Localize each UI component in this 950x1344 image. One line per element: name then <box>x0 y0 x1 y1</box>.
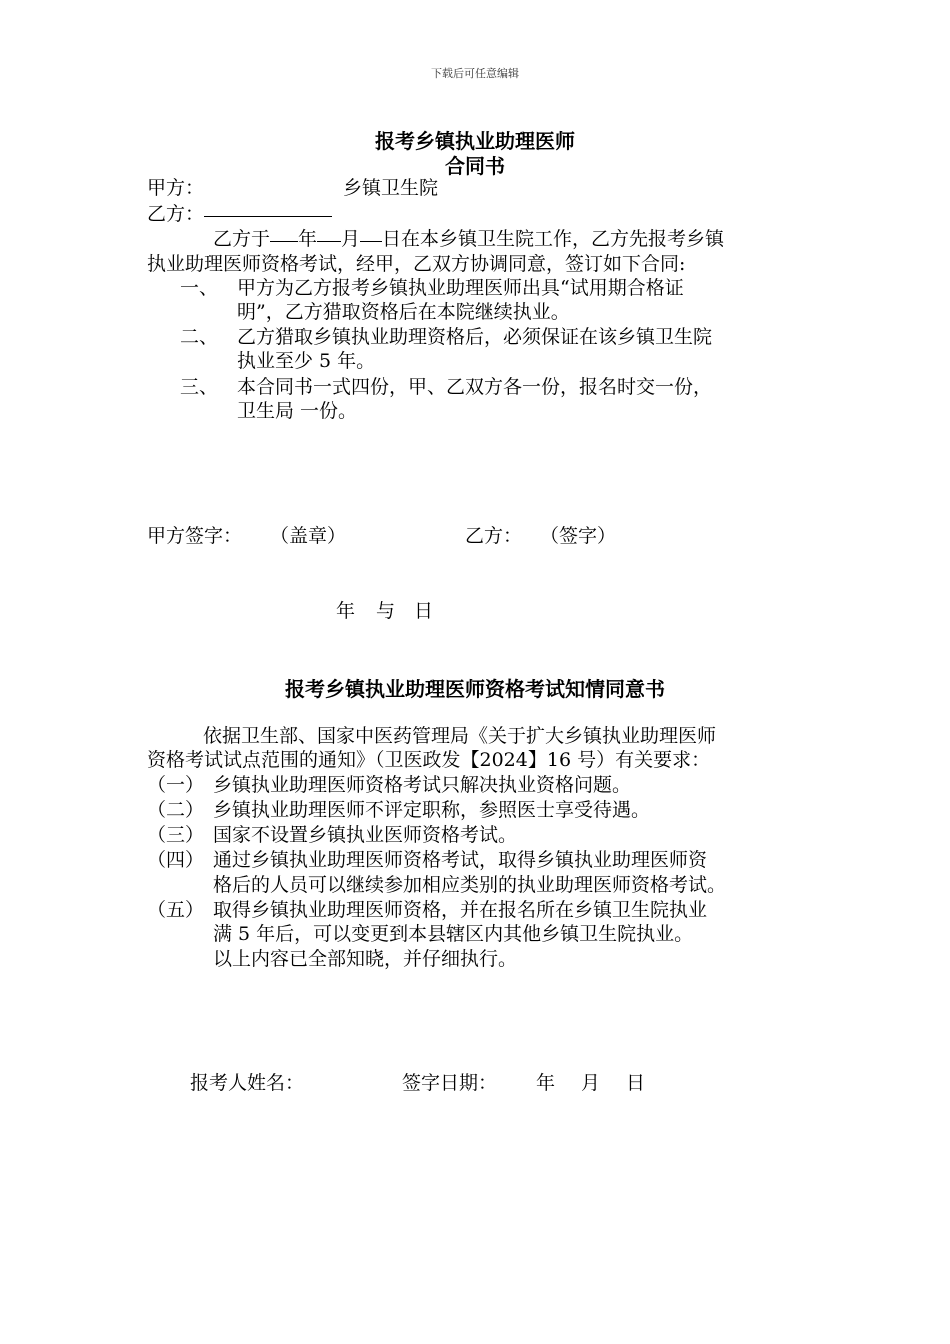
contract-intro-line2: 执业助理医师资格考试，经甲，乙双方协调同意，签订如下合同: <box>147 253 686 275</box>
contract-item-line: 本合同书一式四份，甲、乙双方各一份，报名时交一份， <box>237 376 713 398</box>
party-b-label: 乙方： <box>147 203 205 225</box>
sign-b-label: 乙方： <box>465 525 523 547</box>
consent-item-num: （二） <box>147 799 205 821</box>
consent-item-line: 通过乡镇执业助理医师资格考试，取得乡镇执业助理医师资 <box>213 849 708 871</box>
sign-date-label: 签字日期： <box>402 1072 498 1094</box>
consent-item-line: 满 5 年后，可以变更到本县辖区内其他乡镇卫生院执业。 <box>213 923 694 945</box>
party-b-row <box>147 202 812 226</box>
sign-a-label: 甲方签字： <box>147 525 243 547</box>
consent-item-line: 乡镇执业助理医师资格考试只解决执业资格问题。 <box>213 774 632 796</box>
party-a-label: 甲方： <box>147 177 205 199</box>
consent-item-num: （一） <box>147 774 205 796</box>
party-a-value: 乡镇卫生院 <box>343 177 439 199</box>
consent-intro-line2: 资格考试试点范围的通知》（卫医政发【2024】16 号）有关要求： <box>147 749 711 771</box>
consent-item-line: 取得乡镇执业助理医师资格，并在报名所在乡镇卫生院执业 <box>213 899 708 921</box>
contract-item-num: 一、 <box>180 277 219 299</box>
intro-text-2: 年 <box>298 228 318 250</box>
year-blank <box>270 239 298 242</box>
contract-item-line: 甲方为乙方报考乡镇执业助理医师出具“试用期合格证 <box>237 277 684 299</box>
day-blank <box>360 239 382 242</box>
consent-item-num: （五） <box>147 899 205 921</box>
intro-text-3: 月 <box>341 228 361 250</box>
consent-item-num: （四） <box>147 849 205 871</box>
sign-date-month: 月 <box>581 1072 601 1094</box>
consent-intro-line1: 依据卫生部、国家中医药管理局《关于扩大乡镇执业助理医师 <box>203 725 717 747</box>
contract-title-line2: 合同书 <box>445 154 505 178</box>
contract-date-mid: 与 <box>376 600 396 622</box>
page-header-note: 下载后可任意编辑 <box>431 67 519 80</box>
intro-text-1: 乙方于 <box>213 228 271 250</box>
consent-item-line: 格后的人员可以继续参加相应类别的执业助理医师资格考试。 <box>213 874 727 896</box>
contract-date-day: 日 <box>414 600 434 622</box>
consent-item-line: 乡镇执业助理医师不评定职称，参照医士享受待遇。 <box>213 799 651 821</box>
consent-item-line: 国家不设置乡镇执业医师资格考试。 <box>213 824 518 846</box>
contract-intro-line1 <box>213 227 878 251</box>
month-blank <box>317 239 341 242</box>
contract-item-num: 二、 <box>180 326 219 348</box>
contract-item-line: 执业至少 5 年。 <box>237 350 376 372</box>
sign-date-day: 日 <box>626 1072 646 1094</box>
contract-date-year: 年 <box>336 600 356 622</box>
contract-item-line: 卫生局 一份。 <box>237 400 358 422</box>
sign-date-year: 年 <box>536 1072 556 1094</box>
contract-item-num: 三、 <box>180 376 219 398</box>
contract-item-line: 乙方猎取乡镇执业助理资格后，必须保证在该乡镇卫生院 <box>237 326 713 348</box>
consent-item-num: （三） <box>147 824 205 846</box>
consent-closing: 以上内容已全部知晓，并仔细执行。 <box>213 948 518 970</box>
party-a-row <box>147 176 812 200</box>
intro-text-4: 日在本乡镇卫生院工作，乙方先报考乡镇 <box>382 228 725 250</box>
sign-a-note: （盖章） <box>270 525 347 547</box>
sign-b-note: （签字） <box>540 525 617 547</box>
contract-title-line1: 报考乡镇执业助理医师 <box>375 129 575 153</box>
applicant-name-label: 报考人姓名： <box>190 1072 305 1094</box>
consent-title: 报考乡镇执业助理医师资格考试知情同意书 <box>285 677 665 701</box>
contract-item-line: 明”，乙方猎取资格后在本院继续执业。 <box>237 301 570 323</box>
party-b-blank <box>204 214 332 217</box>
